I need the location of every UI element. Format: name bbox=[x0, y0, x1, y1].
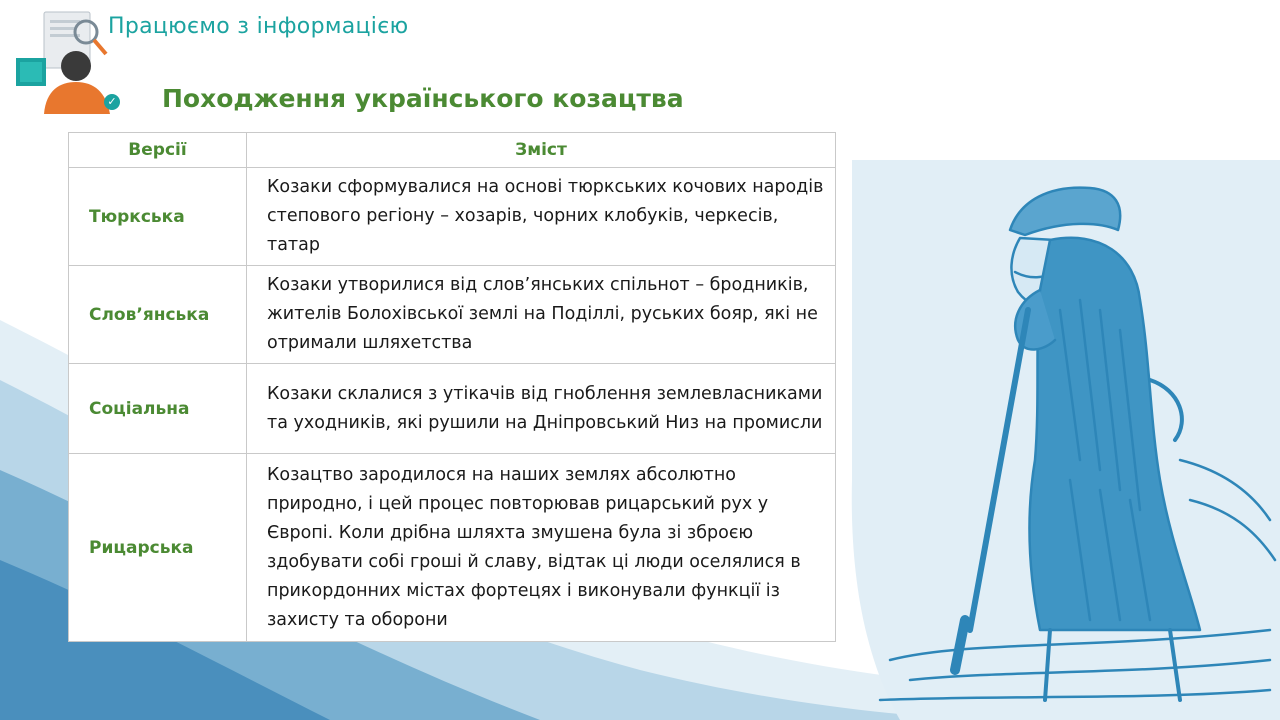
table-row bbox=[69, 168, 836, 266]
table-row bbox=[69, 364, 836, 454]
version-name: Рицарська bbox=[69, 454, 247, 642]
version-content: Козаки утворилися від слов’янських спільнот – бродників, жителів Болохівської землі на Поділлі, руських бояр, які не отримали шляхетства bbox=[247, 266, 836, 364]
column-header-content: Зміст bbox=[247, 133, 836, 168]
table-row bbox=[69, 454, 836, 642]
table-header-row bbox=[69, 133, 836, 168]
cossack-illustration bbox=[850, 160, 1280, 720]
version-content: Козацтво зародилося на наших землях абсолютно природно, і цей процес повторював рицарський рух у Європі. Коли дрібна шляхта змушена була зі зброєю здобувати собі гроші й славу, відтак ці люди оселялися в прикордонних містах фортецях і виконували функції із захисту та оборони bbox=[247, 454, 836, 642]
version-name: Тюркська bbox=[69, 168, 247, 266]
version-content: Козаки сформувалися на основі тюркських кочових народів степового регіону – хозарів, чорних клобуків, черкесів, татар bbox=[247, 168, 836, 266]
versions-table bbox=[68, 132, 836, 642]
version-content: Козаки склалися з утікачів від гноблення землевласниками та уходників, які рушили на Дніпровський Низ на промисли bbox=[247, 364, 836, 454]
check-icon: ✓ bbox=[104, 94, 120, 110]
page-title: Походження українського козацтва bbox=[162, 84, 684, 113]
section-label: Працюємо з інформацією bbox=[108, 14, 409, 39]
version-name: Соціальна bbox=[69, 364, 247, 454]
column-header-versions: Версії bbox=[69, 133, 247, 168]
table-row bbox=[69, 266, 836, 364]
version-name: Слов’янська bbox=[69, 266, 247, 364]
